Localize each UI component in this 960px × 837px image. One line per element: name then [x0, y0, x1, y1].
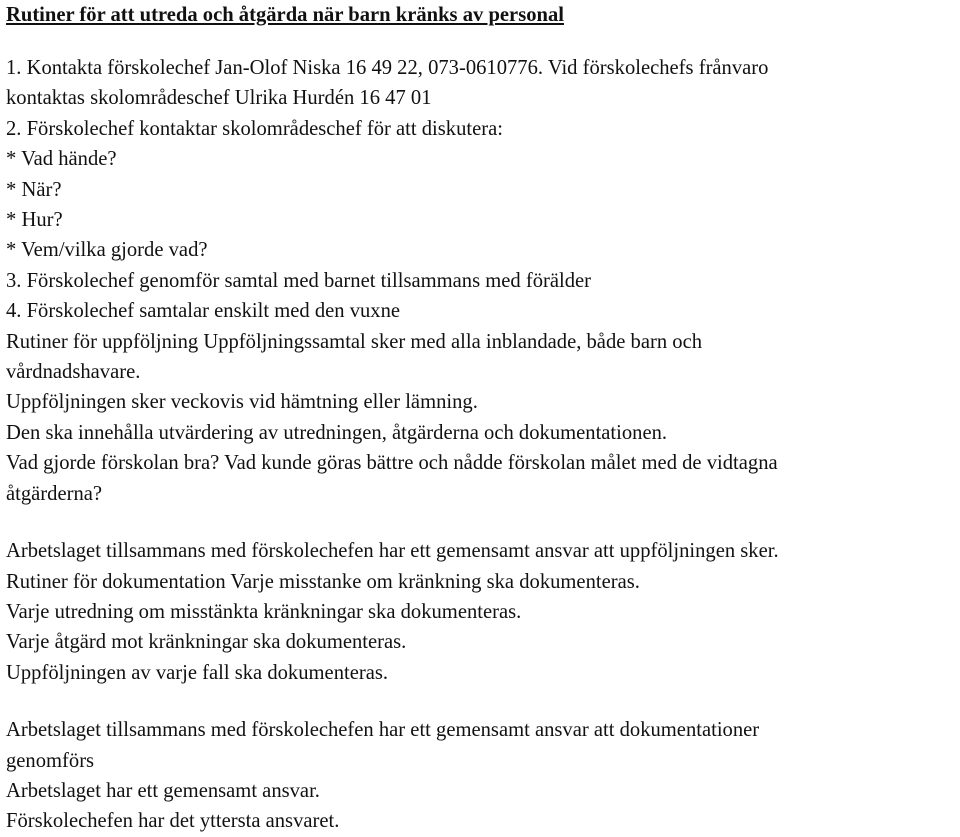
documentation-line-4: Uppföljningen av varje fall ska dokumenteras. [6, 661, 389, 684]
step-3: 3. Förskolechef genomför samtal med barnet tillsammans med förälder [6, 269, 592, 292]
question-how: * Hur? [6, 209, 63, 232]
responsibility-line-3: Arbetslaget har ett gemensamt ansvar. [6, 779, 320, 802]
spacer [6, 688, 956, 715]
step-2: 2. Förskolechef kontaktar skolområdeschef för att diskutera: [6, 117, 503, 140]
document-page [6, 0, 956, 837]
responsibility-line-2: genomförs [6, 749, 95, 772]
section-documentation [6, 536, 956, 688]
question-who: * Vem/vilka gjorde vad? [6, 239, 208, 262]
step-4: 4. Förskolechef samtalar enskilt med den vuxne [6, 300, 401, 323]
followup-line-5: Vad gjorde förskolan bra? Vad kunde göras bättre och nådde förskolan målet med de vidtagna [6, 452, 778, 475]
step-1-line-2: kontaktas skolområdeschef Ulrika Hurdén 16 47 01 [6, 87, 432, 110]
followup-line-3: Uppföljningen sker veckovis vid hämtning eller lämning. [6, 391, 478, 414]
step-1-line-1: 1. Kontakta förskolechef Jan-Olof Niska 16 49 22, 073-0610776. Vid förskolechefs frånvaro [6, 57, 769, 79]
followup-line-1: Rutiner för uppföljning Uppföljningssamtal sker med alla inblandade, både barn och [6, 330, 703, 353]
spacer [6, 30, 956, 53]
followup-line-2: vårdnadshavare. [6, 361, 141, 384]
followup-line-6: åtgärderna? [6, 482, 103, 505]
responsibility-followup: Arbetslaget tillsammans med förskolechefen har ett gemensamt ansvar att uppföljningen sker. [6, 540, 779, 563]
documentation-line-2: Varje utredning om misstänkta kränkningar ska dokumenteras. [6, 600, 522, 623]
followup-line-4: Den ska innehålla utvärdering av utredningen, åtgärderna och dokumentationen. [6, 421, 668, 444]
responsibility-line-1: Arbetslaget tillsammans med förskolechefen har ett gemensamt ansvar att dokumentationer [6, 719, 760, 742]
question-what: * Vad hände? [6, 148, 117, 171]
spacer [6, 509, 956, 536]
documentation-line-3: Varje åtgärd mot kränkningar ska dokumenteras. [6, 631, 407, 654]
section-procedure [6, 53, 956, 509]
document-title: Rutiner för att utreda och åtgärda när barn kränks av personal [6, 4, 564, 26]
question-when: * När? [6, 178, 62, 201]
responsibility-line-4: Förskolechefen har det yttersta ansvaret. [6, 810, 340, 833]
section-responsibility [6, 715, 956, 837]
documentation-line-1: Rutiner för dokumentation Varje misstanke om kränkning ska dokumenteras. [6, 570, 640, 593]
